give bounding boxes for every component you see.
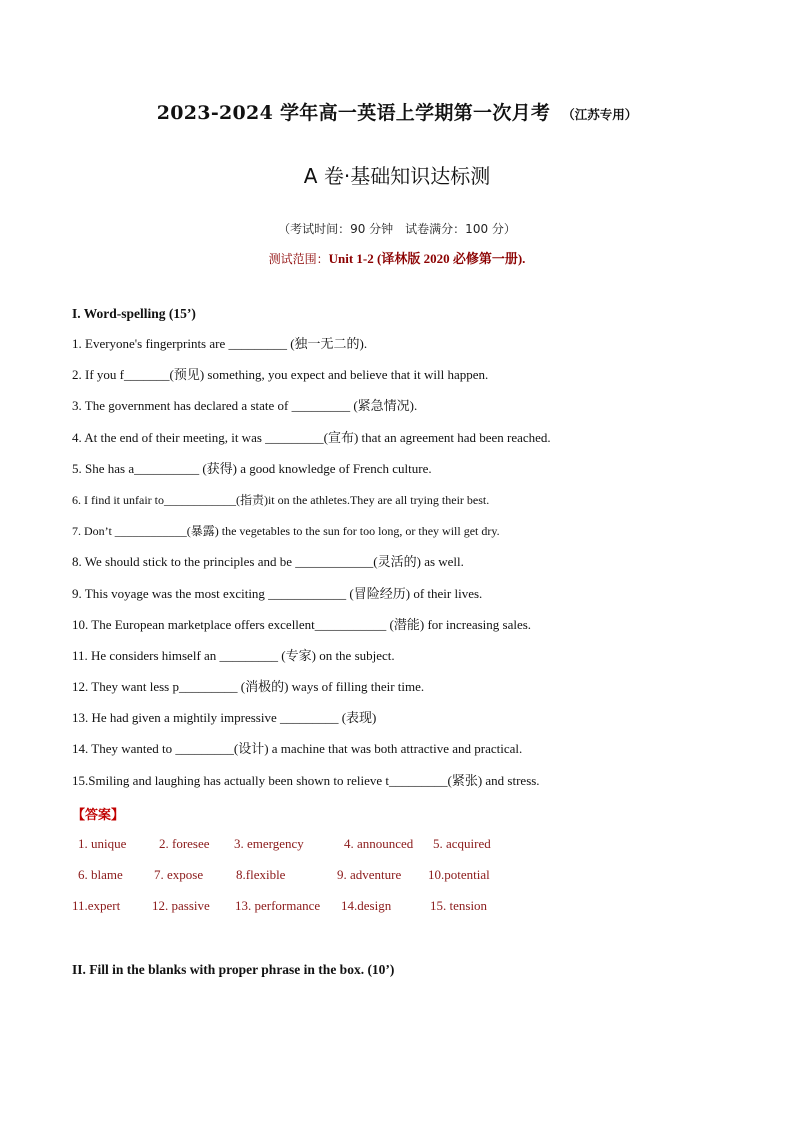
answer-item: 11.expert — [72, 898, 121, 913]
answer-item: 10.potential — [428, 867, 490, 882]
question-item: 13. He had given a mightily impressive _________ (表现) — [72, 710, 377, 726]
question-list — [72, 334, 752, 802]
question-item: 6. I find it unfair to____________(指责)it on the athletes.They are all trying their best. — [72, 492, 490, 507]
question-item: 7. Don’t ____________(暴露) the vegetables to the sun for too long, or they will get dry. — [72, 524, 500, 539]
answer-item: 8.flexible — [236, 867, 286, 882]
document-subtitle: A 卷·基础知识达标测 — [303, 164, 491, 188]
document-title-row — [0, 98, 794, 125]
answer-item: 1. unique — [78, 836, 127, 851]
question-item: 5. She has a__________ (获得) a good knowledge of French culture. — [72, 460, 432, 476]
question-item: 11. He considers himself an _________ (专家) on the subject. — [72, 647, 395, 663]
question-item: 12. They want less p_________ (消极的) ways of filling their time. — [72, 679, 425, 695]
exam-info: （考试时间：90 分钟 试卷满分：100 分） — [278, 222, 516, 236]
question-item: 8. We should stick to the principles and be ____________(灵活的) as well. — [72, 554, 464, 570]
question-item: 9. This voyage was the most exciting ____________ (冒险经历) of their lives. — [72, 585, 483, 601]
answer-item: 2. foresee — [159, 836, 210, 851]
document-title: 2023-2024 学年高一英语上学期第一次月考 — [156, 102, 551, 124]
question-item: 10. The European marketplace offers excellent___________ (潜能) for increasing sales. — [72, 616, 532, 632]
answer-label: 【答案】 — [72, 808, 125, 823]
exam-scope-label: 测试范围： — [268, 252, 329, 266]
question-item: 2. If you f_______(预见) something, you expect and believe that it will happen. — [72, 367, 489, 383]
answer-item: 3. emergency — [234, 836, 304, 851]
question-item: 15.Smiling and laughing has actually been shown to relieve t_________(紧张) and stress. — [72, 772, 540, 788]
exam-scope — [0, 248, 794, 267]
answer-item: 13. performance — [235, 898, 321, 913]
answer-item: 9. adventure — [337, 867, 402, 882]
question-item: 14. They wanted to _________(设计) a machine that was both attractive and practical. — [72, 741, 523, 757]
answer-item: 7. expose — [154, 867, 204, 882]
answer-item: 12. passive — [152, 898, 210, 913]
question-item: 3. The government has declared a state of _________ (紧急情况). — [72, 398, 418, 414]
answer-item: 4. announced — [344, 836, 414, 851]
answer-item: 15. tension — [430, 898, 488, 913]
answer-item: 14.design — [341, 898, 392, 913]
document-title-note: （江苏专用） — [562, 107, 638, 122]
answer-item: 6. blame — [78, 867, 123, 882]
section-1-heading: I. Word-spelling (15’) — [72, 306, 196, 321]
section-2-heading: II. Fill in the blanks with proper phrase in the box. (10’) — [72, 962, 395, 977]
answer-item: 5. acquired — [433, 836, 491, 851]
question-item: 1. Everyone's fingerprints are _________ (独一无二的). — [72, 336, 368, 351]
exam-scope-value: Unit 1-2 (译林版 2020 必修第一册). — [328, 251, 526, 266]
question-item: 4. At the end of their meeting, it was _________(宣布) that an agreement had been reached. — [72, 429, 551, 445]
